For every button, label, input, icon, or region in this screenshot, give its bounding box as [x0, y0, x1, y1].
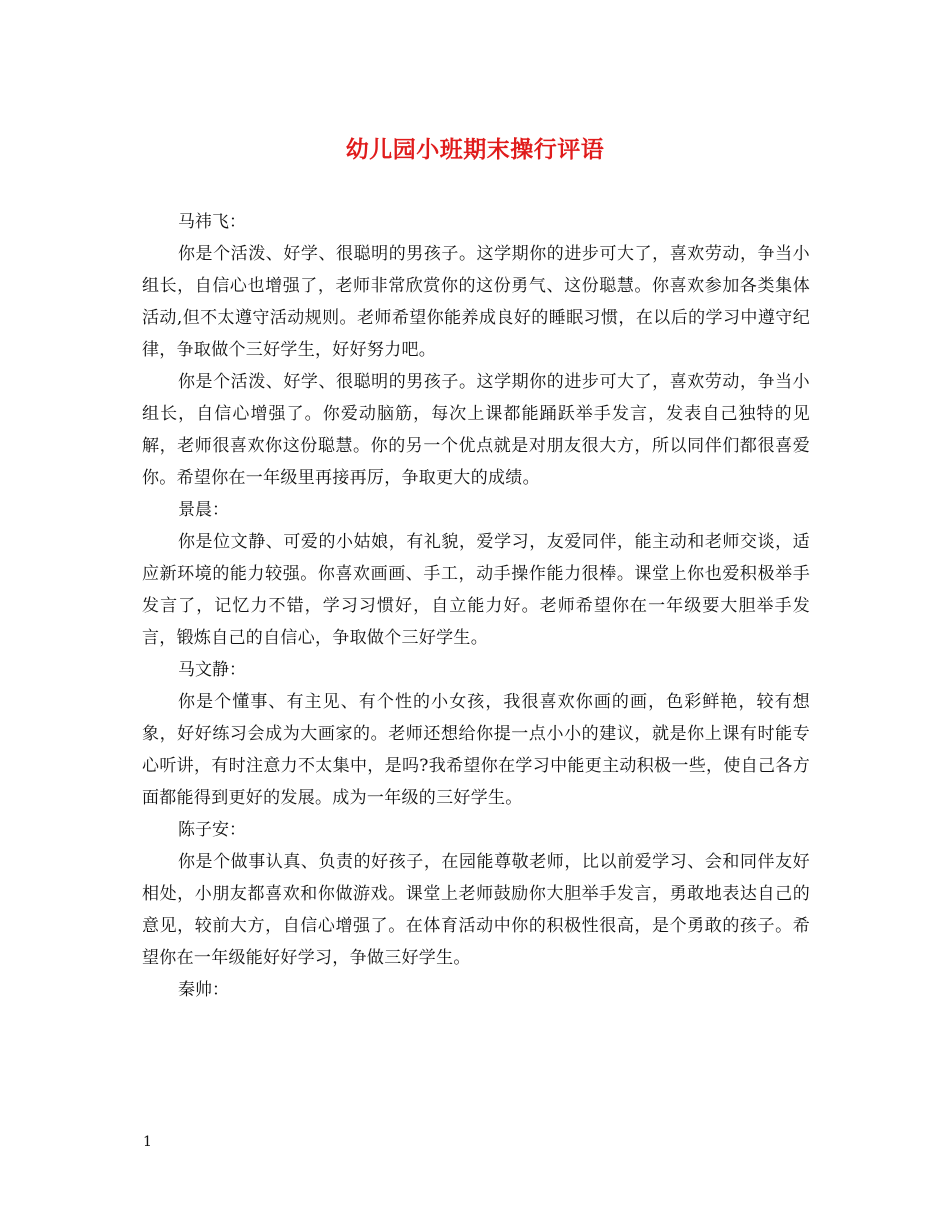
student-name: 陈子安：	[178, 820, 246, 840]
comment-paragraph: 你是个做事认真、负责的好孩子，在园能尊敬老师，比以前爱学习、会和同伴友好相处，小朋友都喜欢和你做游戏。课堂上老师鼓励你大胆举手发言，勇敢地表达自己的意见，较前大方，自信心增强了。在体育活动中你的积极性很高，是个勇敢的孩子。希望你在一年级能好好学习，争做三好学生。	[142, 852, 810, 968]
comment-paragraph: 你是位文静、可爱的小姑娘，有礼貌，爱学习，友爱同伴，能主动和老师交谈，适应新环境的能力较强。你喜欢画画、手工，动手操作能力很棒。课堂上你也爱积极举手发言了，记忆力不错，学习习惯好，自立能力好。老师希望你在一年级要大胆举手发言，锻炼自己的自信心，争取做个三好学生。	[142, 532, 810, 648]
page-number: 1	[143, 1134, 152, 1150]
student-name: 马祎飞：	[178, 212, 246, 232]
comment-paragraph: 你是个活泼、好学、很聪明的男孩子。这学期你的进步可大了，喜欢劳动，争当小组长，自信心增强了。你爱动脑筋，每次上课都能踊跃举手发言，发表自己独特的见解，老师很喜欢你这份聪慧。你的另一个优点就是对朋友很大方，所以同伴们都很喜爱你。希望你在一年级里再接再厉，争取更大的成绩。	[142, 372, 810, 488]
student-name: 马文静：	[178, 660, 246, 680]
document-body	[142, 206, 810, 1006]
page-title: 幼儿园小班期末操行评语	[345, 136, 605, 163]
comment-paragraph: 你是个懂事、有主见、有个性的小女孩，我很喜欢你画的画，色彩鲜艳，较有想象，好好练习会成为大画家的。老师还想给你提一点小小的建议，就是你上课有时能专心听讲，有时注意力不太集中，是吗?我希望你在学习中能更主动积极一些，使自己各方面都能得到更好的发展。成为一年级的三好学生。	[142, 692, 810, 808]
comment-paragraph: 你是个活泼、好学、很聪明的男孩子。这学期你的进步可大了，喜欢劳动，争当小组长，自信心也增强了，老师非常欣赏你的这份勇气、这份聪慧。你喜欢参加各类集体活动,但不太遵守活动规则。老师希望你能养成良好的睡眠习惯，在以后的学习中遵守纪律，争取做个三好学生，好好努力吧。	[142, 244, 810, 360]
student-name: 景晨：	[178, 500, 229, 520]
student-name: 秦帅：	[178, 980, 229, 1000]
